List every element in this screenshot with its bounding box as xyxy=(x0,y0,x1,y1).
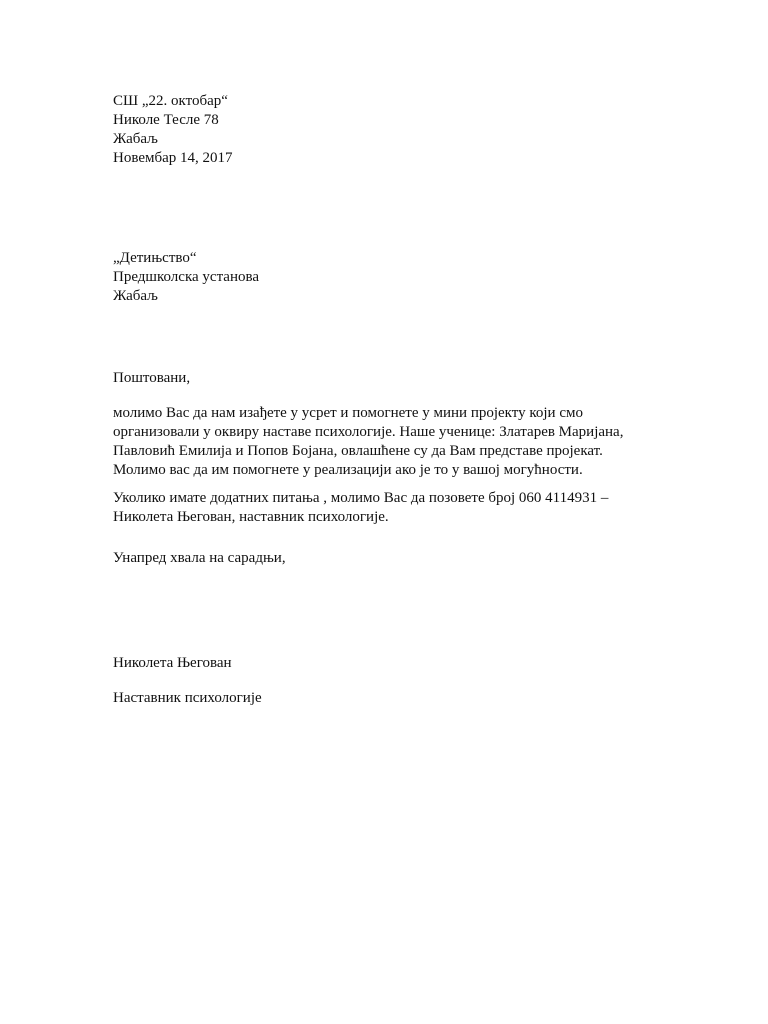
signature-title xyxy=(113,689,633,708)
recipient-name: „Детињство“ xyxy=(113,250,197,266)
paragraph-line: Молимо вас да им помогнете у реализацији ако је то у вашој могућности. xyxy=(113,462,583,478)
recipient-type: Предшколска установа xyxy=(113,269,260,285)
signature-title-text: Наставник психологије xyxy=(113,690,262,706)
paragraph-line: Павловић Емилија и Попов Бојана, овлашћене су да Вам представе пројекат. xyxy=(113,443,603,459)
paragraph-line: молимо Вас да нам изађете у усрет и помогнете у мини пројекту који смо xyxy=(113,405,583,421)
paragraph-line: организовали у оквиру наставе психологије. Наше ученице: Златарев Маријана, xyxy=(113,424,624,440)
closing xyxy=(113,549,633,568)
salutation-text: Поштовани, xyxy=(113,370,191,386)
body-paragraph-2 xyxy=(113,489,633,527)
salutation xyxy=(113,369,633,388)
sender-city: Жабаљ xyxy=(113,131,158,147)
signature-name xyxy=(113,654,633,673)
signature-name-text: Николета Његован xyxy=(113,655,232,671)
sender-school: СШ „22. октобар“ xyxy=(113,93,228,109)
sender-street: Николе Тесле 78 xyxy=(113,112,219,128)
letter-date: Новембар 14, 2017 xyxy=(113,150,233,166)
sender-address xyxy=(113,92,633,168)
recipient-address xyxy=(113,249,633,306)
closing-text: Унапред хвала на сарадњи, xyxy=(113,550,286,566)
body-paragraph-1 xyxy=(113,404,633,480)
recipient-city: Жабаљ xyxy=(113,288,158,304)
paragraph-line: Николета Његован, наставник психологије. xyxy=(113,509,389,525)
paragraph-line: Уколико имате додатних питања , молимо Вас да позовете број 060 4114931 – xyxy=(113,490,609,506)
